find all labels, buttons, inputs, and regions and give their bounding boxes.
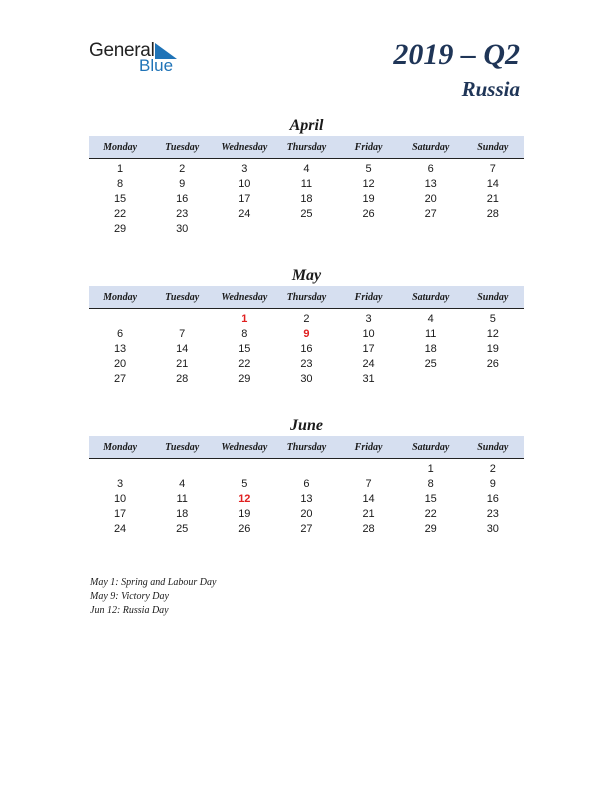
week-row: [89, 192, 524, 207]
day-cell: [213, 222, 275, 237]
day-cell: 11: [300, 178, 313, 190]
week-row: [89, 372, 524, 387]
day-cell: 1: [241, 313, 248, 325]
day-cell: 8: [427, 478, 434, 490]
day-cell: 21: [486, 193, 499, 205]
day-cell: 27: [113, 373, 127, 385]
day-cell: 6: [117, 328, 124, 340]
day-cell: [151, 462, 213, 477]
day-cell: 5: [241, 478, 248, 490]
weekday-label: Thursday: [286, 141, 327, 153]
day-cell: 13: [424, 178, 437, 190]
day-cell: 1: [117, 163, 124, 175]
day-cell: 27: [424, 208, 437, 220]
holiday-note: May 1: Spring and Labour Day: [90, 577, 217, 588]
day-cell: 22: [424, 508, 437, 520]
day-cell: 25: [424, 358, 437, 370]
day-cell: 15: [238, 343, 251, 355]
day-cell: 21: [176, 358, 189, 370]
day-cell: 16: [300, 343, 313, 355]
week-row: [89, 312, 524, 327]
day-cell: 18: [176, 508, 189, 520]
weekday-label: Friday: [354, 141, 383, 153]
day-cell: 14: [362, 493, 375, 505]
weekday-label: Tuesday: [165, 141, 200, 153]
day-cell: 29: [113, 223, 127, 235]
month-block-june: [89, 416, 524, 537]
day-cell: 23: [176, 208, 189, 220]
holiday-note: May 9: Victory Day: [90, 591, 169, 602]
day-cell: 9: [489, 478, 496, 490]
day-cell: [89, 312, 151, 327]
week-row: [89, 342, 524, 357]
day-cell: 7: [489, 163, 496, 175]
weekday-label: Sunday: [477, 291, 509, 303]
day-cell: 16: [486, 493, 499, 505]
month-name: June: [290, 417, 323, 434]
weekday-header: [89, 136, 524, 159]
weekday-header: [89, 436, 524, 459]
day-cell: 8: [241, 328, 248, 340]
day-cell: 26: [362, 208, 375, 220]
day-cell: 25: [300, 208, 313, 220]
weekday-label: Wednesday: [221, 441, 268, 453]
day-cell: 9: [303, 328, 310, 340]
weekday-label: Sunday: [477, 441, 509, 453]
page-title: 2019 – Q2: [393, 38, 520, 71]
day-cell: 2: [489, 463, 496, 475]
weekday-label: Saturday: [412, 441, 450, 453]
day-cell: 13: [113, 343, 127, 355]
day-cell: 17: [362, 343, 375, 355]
day-cell: 11: [176, 493, 188, 505]
day-cell: 4: [427, 313, 434, 325]
day-cell: 21: [362, 508, 375, 520]
day-cell: 18: [300, 193, 313, 205]
day-cell: 7: [365, 478, 372, 490]
day-cell: 5: [365, 163, 372, 175]
day-cell: 12: [486, 328, 499, 340]
holiday-notes: [90, 576, 216, 618]
day-cell: 20: [424, 193, 437, 205]
day-cell: 25: [176, 523, 189, 535]
day-cell: 10: [113, 493, 127, 505]
day-cell: 4: [179, 478, 186, 490]
day-cell: 26: [486, 358, 499, 370]
day-cell: 28: [362, 523, 375, 535]
day-cell: 31: [362, 373, 375, 385]
holiday-note: Jun 12: Russia Day: [90, 605, 169, 616]
day-cell: [275, 222, 337, 237]
day-cell: 23: [486, 508, 499, 520]
week-row: [89, 222, 524, 237]
day-cell: 6: [427, 163, 434, 175]
day-cell: 15: [424, 493, 437, 505]
week-row: [89, 477, 524, 492]
weekday-label: Friday: [354, 291, 383, 303]
country-subtitle: Russia: [461, 77, 520, 101]
day-cell: 23: [300, 358, 313, 370]
weekday-label: Saturday: [412, 291, 450, 303]
day-cell: 14: [486, 178, 499, 190]
day-cell: 16: [176, 193, 189, 205]
day-cell: 24: [113, 523, 127, 535]
day-cell: 28: [176, 373, 189, 385]
logo-blue-text: Blue: [139, 56, 174, 75]
day-cell: [89, 462, 151, 477]
day-cell: 1: [427, 463, 434, 475]
day-cell: 3: [241, 163, 248, 175]
day-cell: 3: [365, 313, 372, 325]
day-cell: 28: [486, 208, 499, 220]
day-cell: [338, 462, 400, 477]
day-cell: 15: [113, 193, 127, 205]
day-cell: 10: [362, 328, 375, 340]
day-cell: 30: [486, 523, 499, 535]
day-cell: [151, 312, 213, 327]
week-row: [89, 177, 524, 192]
day-cell: 12: [362, 178, 375, 190]
day-cell: [400, 372, 462, 387]
weekday-label: Thursday: [286, 441, 327, 453]
day-cell: 22: [113, 208, 127, 220]
day-cell: 6: [303, 478, 310, 490]
weekday-label: Tuesday: [165, 441, 200, 453]
weekday-label: Friday: [354, 441, 383, 453]
month-block-april: [89, 116, 524, 237]
week-row: [89, 207, 524, 222]
week-row: [89, 507, 524, 522]
day-cell: 29: [238, 373, 251, 385]
day-cell: [462, 372, 524, 387]
day-cell: 19: [486, 343, 499, 355]
month-name: April: [289, 117, 324, 134]
day-cell: 22: [238, 358, 251, 370]
weekday-label: Wednesday: [221, 141, 268, 153]
day-cell: 3: [117, 478, 124, 490]
weekday-label: Monday: [103, 441, 138, 453]
day-cell: 10: [238, 178, 251, 190]
day-cell: 18: [424, 343, 437, 355]
week-row: [89, 357, 524, 372]
day-cell: [275, 462, 337, 477]
month-name: May: [291, 267, 322, 284]
day-cell: 27: [300, 523, 313, 535]
day-cell: 30: [176, 223, 189, 235]
week-row: [89, 327, 524, 342]
weekday-label: Monday: [103, 291, 138, 303]
day-cell: 13: [300, 493, 313, 505]
day-cell: 17: [113, 508, 127, 520]
week-row: [89, 462, 524, 477]
day-cell: 19: [362, 193, 375, 205]
day-cell: 7: [179, 328, 186, 340]
day-cell: 24: [362, 358, 375, 370]
day-cell: 8: [117, 178, 124, 190]
weekday-label: Wednesday: [221, 291, 268, 303]
weekday-label: Sunday: [477, 141, 509, 153]
day-cell: [462, 222, 524, 237]
day-cell: 4: [303, 163, 310, 175]
day-cell: 30: [300, 373, 313, 385]
day-cell: 9: [179, 178, 186, 190]
weekday-label: Thursday: [286, 291, 327, 303]
day-cell: 26: [238, 523, 251, 535]
logo-general-text: General: [89, 40, 155, 61]
day-cell: 24: [238, 208, 251, 220]
week-row: [89, 162, 524, 177]
day-cell: 19: [238, 508, 251, 520]
day-cell: 20: [300, 508, 313, 520]
weekday-label: Saturday: [412, 141, 450, 153]
weekday-label: Monday: [103, 141, 138, 153]
day-cell: 11: [424, 328, 437, 340]
week-row: [89, 522, 524, 537]
day-cell: [400, 222, 462, 237]
day-cell: 14: [176, 343, 189, 355]
week-row: [89, 492, 524, 507]
day-cell: [213, 462, 275, 477]
day-cell: 5: [489, 313, 496, 325]
day-cell: 20: [113, 358, 127, 370]
logo: [89, 40, 189, 76]
day-cell: 2: [303, 313, 310, 325]
month-block-may: [89, 266, 524, 387]
day-cell: 2: [179, 163, 186, 175]
day-cell: 17: [238, 193, 251, 205]
weekday-header: [89, 286, 524, 309]
day-cell: 12: [238, 493, 251, 505]
day-cell: 29: [424, 523, 437, 535]
weekday-label: Tuesday: [165, 291, 200, 303]
day-cell: [338, 222, 400, 237]
